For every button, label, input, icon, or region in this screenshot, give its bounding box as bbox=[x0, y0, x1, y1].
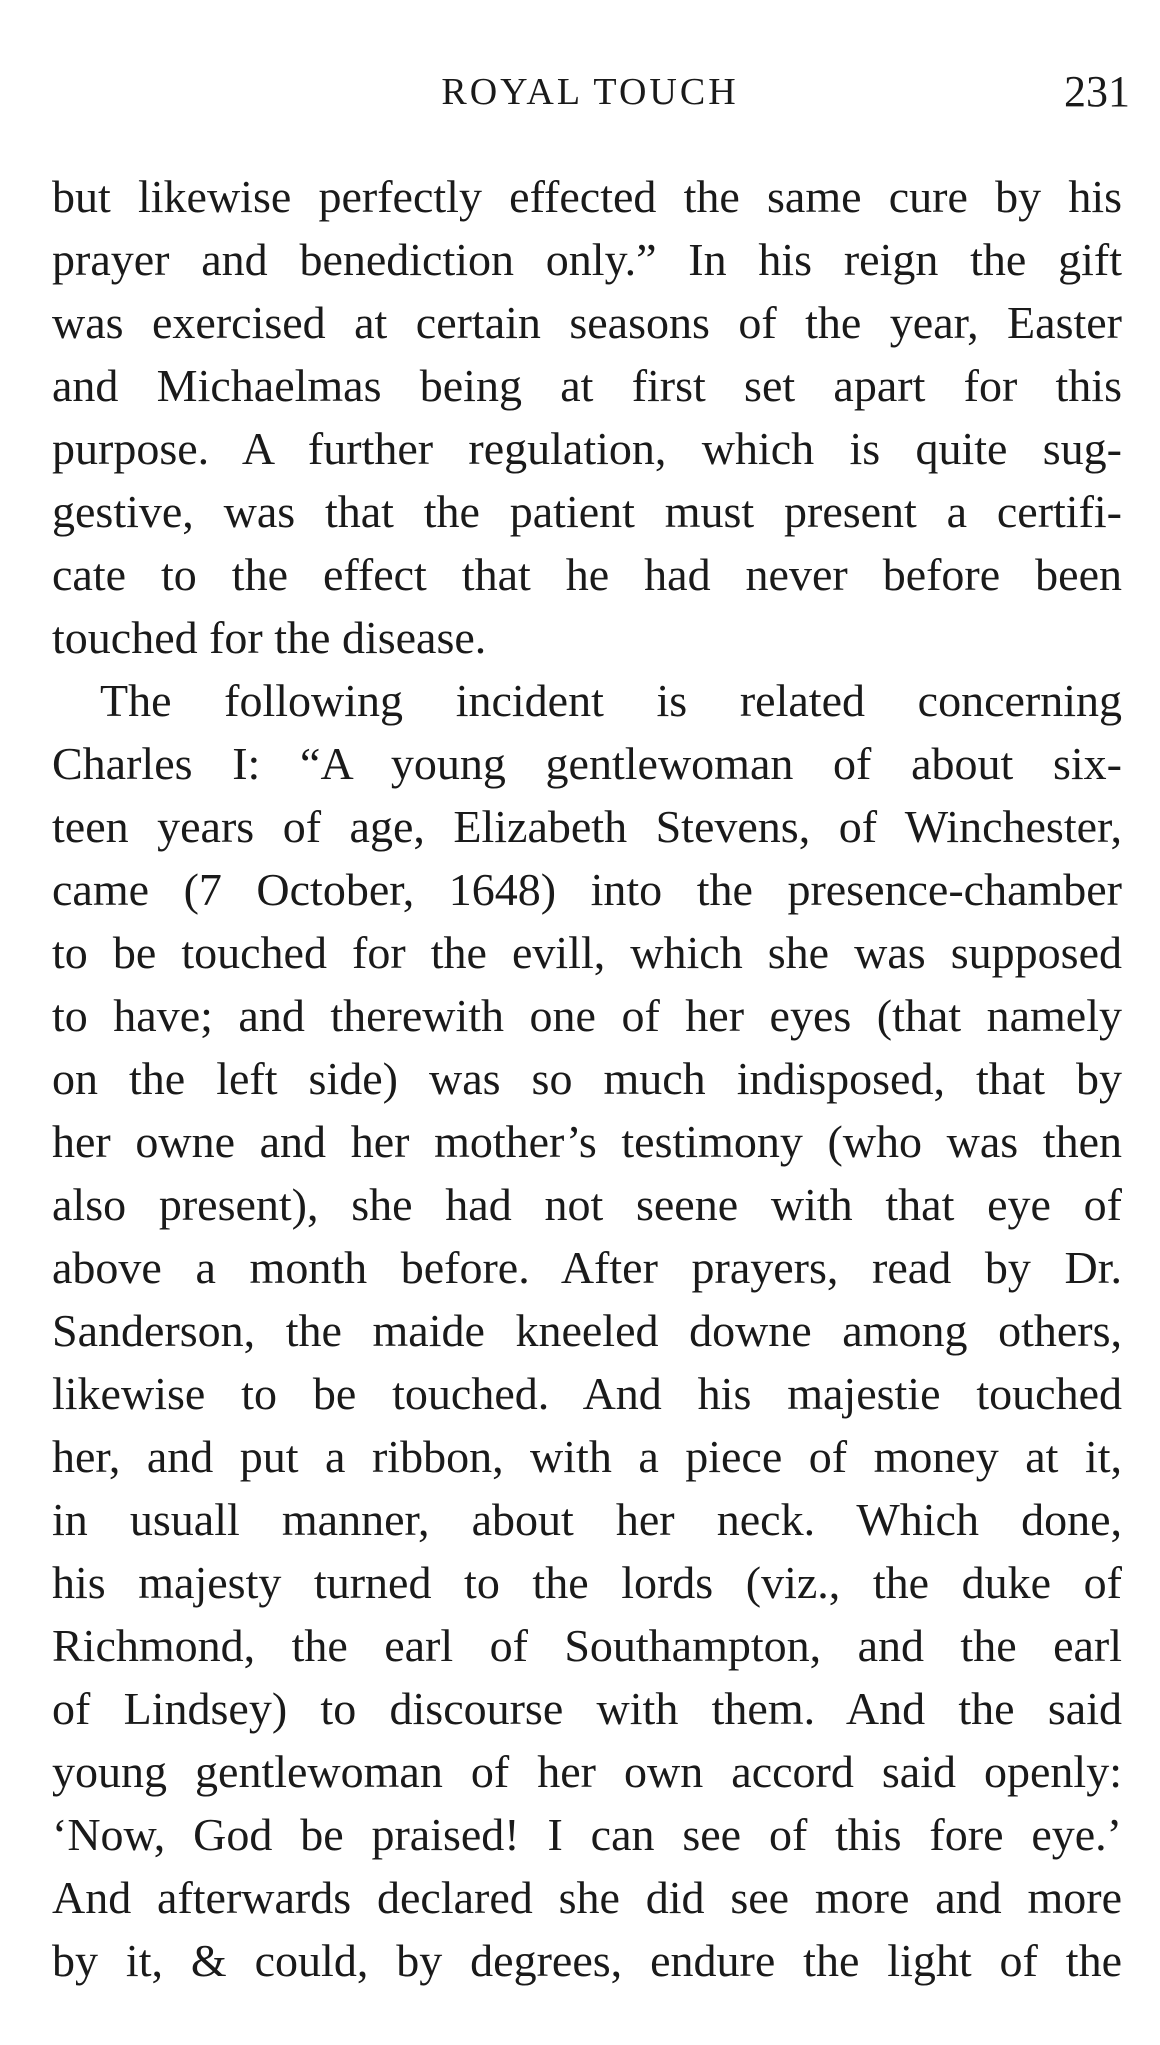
text-line: above a month before. After prayers, read by Dr. bbox=[52, 1242, 1122, 1293]
text-line: also present), she had not seene with that eye of bbox=[52, 1179, 1122, 1230]
text-line: The following incident is related concerning bbox=[100, 675, 1122, 726]
text-line: purpose. A further regulation, which is quite sug- bbox=[52, 423, 1122, 474]
text-line: ‘Now, God be praised! I can see of this fore eye.’ bbox=[52, 1809, 1122, 1860]
text-line: her, and put a ribbon, with a piece of money at it, bbox=[52, 1431, 1122, 1482]
text-line: was exercised at certain seasons of the year, Easter bbox=[52, 297, 1122, 348]
text-line: cate to the effect that he had never before been bbox=[52, 549, 1122, 600]
text-line: prayer and benediction only.” In his reign the gift bbox=[52, 234, 1122, 285]
paragraph-2 bbox=[52, 669, 1122, 1992]
page-number: 231 bbox=[1064, 67, 1130, 116]
text-line: young gentlewoman of her own accord said openly: bbox=[52, 1746, 1122, 1797]
running-title: ROYAL TOUCH bbox=[441, 71, 739, 113]
paragraph-1 bbox=[52, 165, 1122, 669]
text-line: Sanderson, the maide kneeled downe among others, bbox=[52, 1305, 1122, 1356]
text-line: likewise to be touched. And his majestie touched bbox=[52, 1368, 1122, 1419]
text-line: and Michaelmas being at first set apart for this bbox=[52, 360, 1122, 411]
text-line: Richmond, the earl of Southampton, and the earl bbox=[52, 1620, 1122, 1671]
text-line: teen years of age, Elizabeth Stevens, of Winchester, bbox=[52, 801, 1122, 852]
text-line: to be touched for the evill, which she was supposed bbox=[52, 927, 1122, 978]
text-line: of Lindsey) to discourse with them. And the said bbox=[52, 1683, 1122, 1734]
text-line: touched for the disease. bbox=[52, 612, 487, 663]
text-line: his majesty turned to the lords (viz., the duke of bbox=[52, 1557, 1122, 1608]
text-line: but likewise perfectly effected the same cure by his bbox=[52, 171, 1122, 222]
text-line: by it, & could, by degrees, endure the light of the bbox=[52, 1935, 1122, 1986]
text-line: And afterwards declared she did see more and more bbox=[52, 1872, 1122, 1923]
body-text bbox=[52, 165, 1122, 1992]
text-line: her owne and her mother’s testimony (who was then bbox=[52, 1116, 1122, 1167]
text-line: on the left side) was so much indisposed, that by bbox=[52, 1053, 1122, 1104]
text-line: Charles I: “A young gentlewoman of about six- bbox=[52, 738, 1122, 789]
running-head bbox=[50, 62, 1130, 122]
text-line: in usuall manner, about her neck. Which done, bbox=[52, 1494, 1122, 1545]
text-line: gestive, was that the patient must present a certifi- bbox=[52, 486, 1122, 537]
text-line: to have; and therewith one of her eyes (that namely bbox=[52, 990, 1122, 1041]
text-line: came (7 October, 1648) into the presence-chamber bbox=[52, 864, 1122, 915]
